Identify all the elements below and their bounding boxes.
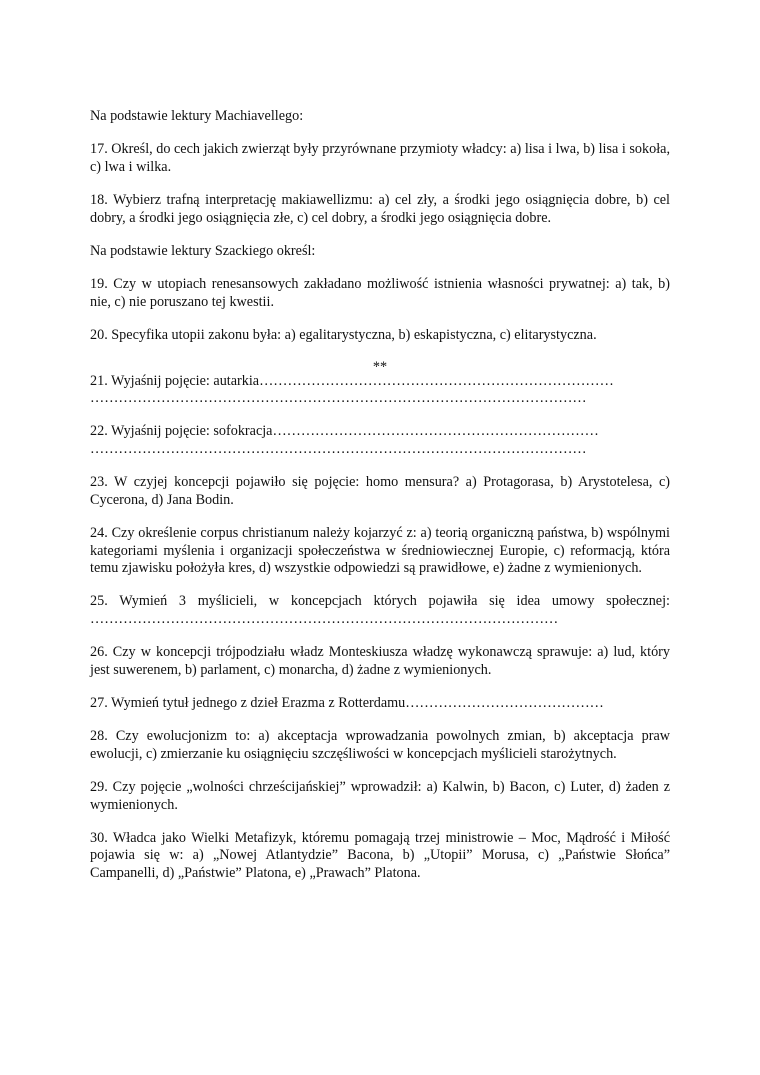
question-24: 24. Czy określenie corpus christianum należy kojarzyć z: a) teorią organiczną państwa, b) wspólnymi kategoriami myślenia i organizacji społeczeństwa w średniowiecznej Europie, c) reformacją, która temu zjawisku położyła kres, d) wszystkie odpowiedzi są prawidłowe, e) żadne z wymienionych. [90,525,670,576]
question-20: 20. Specyfika utopii zakonu była: a) egalitarystyczna, b) eskapistyczna, c) elitarystyczna. [90,327,597,344]
question-25-prompt: 25. Wymień 3 myślicieli, w koncepcjach których pojawiła się idea umowy społecznej: [90,593,670,610]
section-separator: ** [372,358,388,375]
question-30: 30. Władca jako Wielki Metafizyk, któremu pomagają trzej ministrowie – Moc, Mądrość i Miłość pojawia się w: a) „Nowej Atlantydzie” Bacona, b) „Utopii” Morusa, c) „Państwie Słońca” Campanelli, d) „Państwie” Platona, e) „Prawach” Platona. [90,829,670,881]
document-body [90,108,670,898]
question-29: 29. Czy pojęcie „wolności chrześcijańskiej” wprowadził: a) Kalwin, b) Bacon, c) Luter, d) żaden z wymienionych. [90,779,670,813]
intro-machiavelli: Na podstawie lektury Machiavellego: [90,108,304,124]
question-25-answer-line: ……………………………………………………………………………………… [90,610,559,627]
question-27: 27. Wymień tytuł jednego z dzieł Erazma z Rotterdamu…………………………………… [90,694,604,711]
question-26: 26. Czy w koncepcji trójpodziału władz Monteskiusza władzę wykonawczą sprawuje: a) lud, który jest suwerenem, b) parlament, c) monarcha, d) żadne z wymienionych. [90,644,670,678]
question-28: 28. Czy ewolucjonizm to: a) akceptacja wprowadzania powolnych zmian, b) akceptacja praw ewolucji, c) zmierzanie ku osiągnięciu szczęśliwości w koncepcjach myślicieli starożytnych. [90,728,670,762]
question-22-prompt: 22. Wyjaśnij pojęcie: sofokracja…………………………………………………………… [90,423,599,440]
question-18: 18. Wybierz trafną interpretację makiawellizmu: a) cel zły, a środki jego osiągnięcia dobre, b) cel dobry, a środki jego osiągnięcia złe, c) cel dobry, a środki jego osiągnięcia dobre. [90,192,670,226]
question-17: 17. Określ, do cech jakich zwierząt były przyrównane przymioty władcy: a) lisa i lwa, b) lisa i sokoła, c) lwa i wilka. [90,141,670,175]
question-22 [90,423,670,458]
question-21-answer-line: …………………………………………………………………………………………… [90,390,587,407]
question-21 [90,373,670,408]
question-23: 23. W czyjej koncepcji pojawiło się pojęcie: homo mensura? a) Protagorasa, b) Arystotelesa, c) Cycerona, d) Jana Bodin. [90,474,670,508]
intro-szacki: Na podstawie lektury Szackiego określ: [90,243,316,260]
question-19: 19. Czy w utopiach renesansowych zakładano możliwość istnienia własności prywatnej: a) tak, b) nie, c) nie poruszano tej kwestii. [90,276,670,310]
question-21-prompt: 21. Wyjaśnij pojęcie: autarkia………………………………………………………………… [90,372,614,389]
question-22-answer-line: …………………………………………………………………………………………… [90,440,587,457]
question-25 [90,593,670,628]
